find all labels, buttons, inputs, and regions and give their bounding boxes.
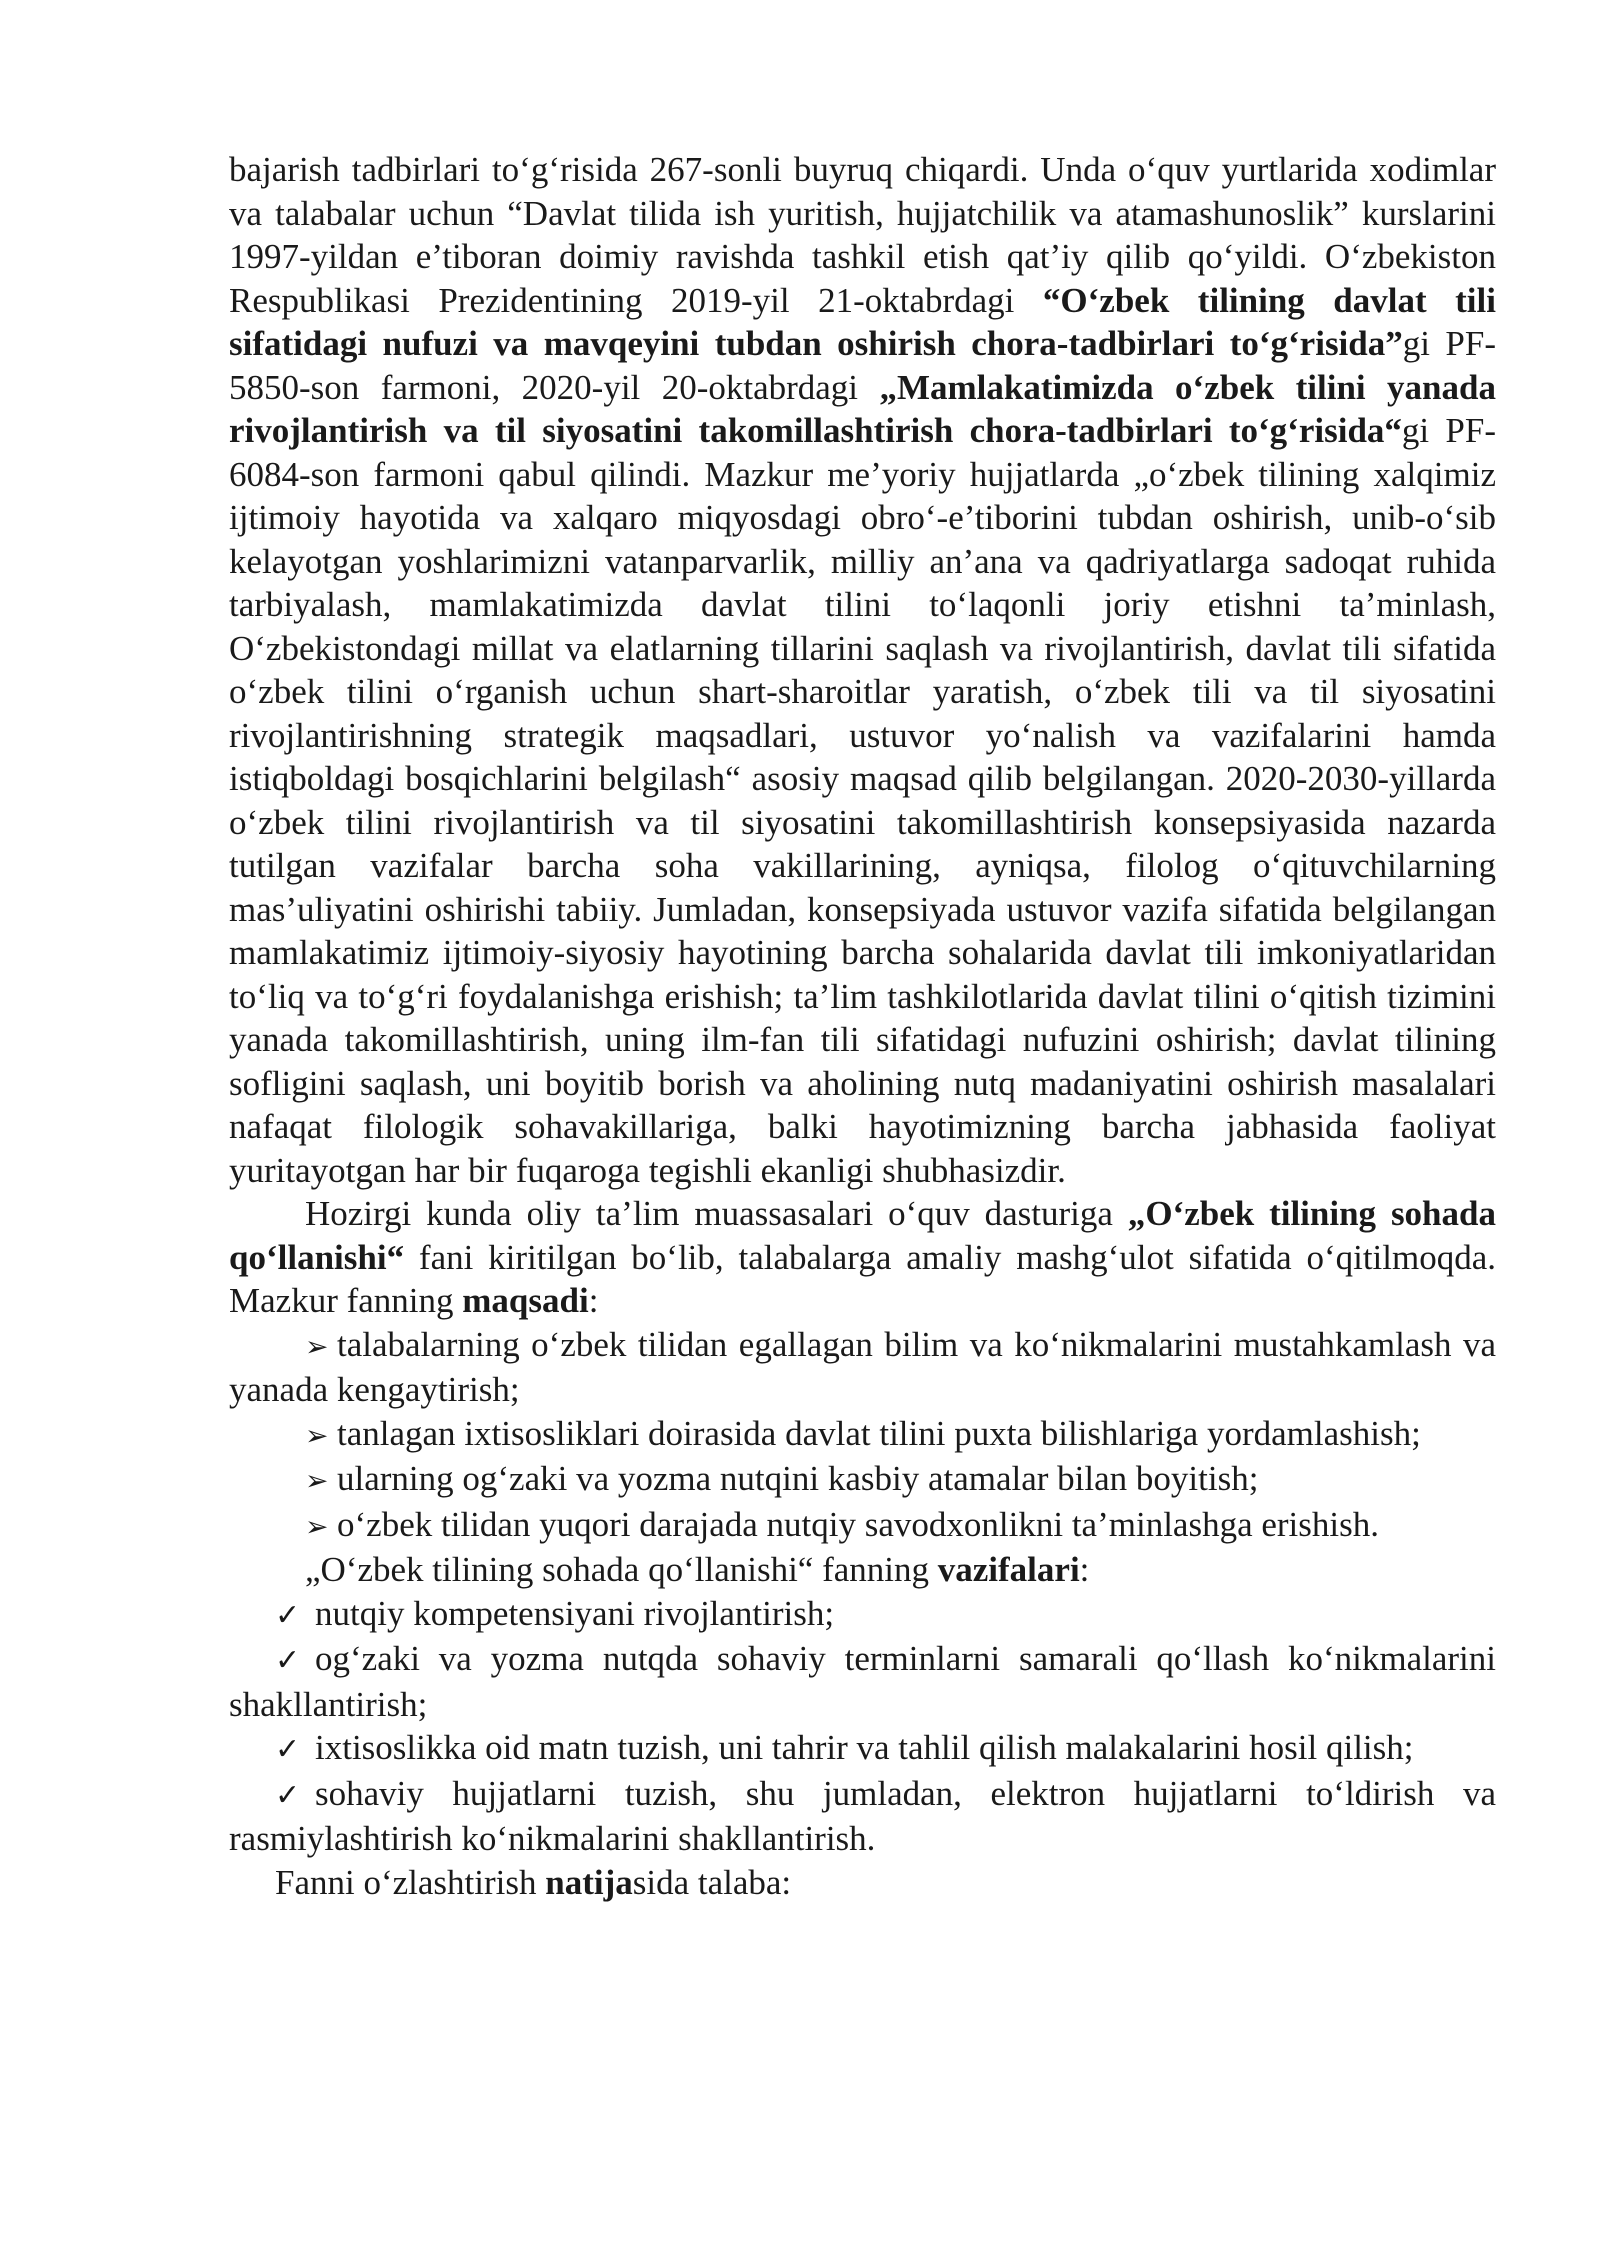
task-item <box>229 1637 1496 1726</box>
task-text: sohaviy hujjatlarni tuzish, shu jumladan, elektron hujjatlarni to‘ldirish va rasmiylashtirish ko‘nikmalarini shakllantirish. <box>229 1773 1496 1858</box>
decree-title-6084: „Mamlakatimizda o‘zbek tilini yanada rivojlantirish va til siyosatini takomillashtirish chora-tadbirlari to‘g‘risida“ <box>229 367 1496 450</box>
goal-item <box>229 1323 1496 1412</box>
task-item <box>229 1772 1496 1861</box>
checkmark-icon: ✓ <box>275 1597 301 1633</box>
paragraph-course-intro <box>229 1192 1496 1323</box>
paragraph-tasks-intro <box>229 1548 1496 1592</box>
task-text: nutqiy kompetensiyani rivojlantirish; <box>315 1593 835 1633</box>
text-run: „O‘zbek tilining sohada qo‘llanishi“ fanning <box>305 1550 938 1589</box>
text-run: Hozirgi kunda oliy ta’lim muassasalari o‘quv dasturiga <box>305 1194 1128 1233</box>
arrow-bullet-icon: ➢ <box>305 1418 329 1452</box>
task-text: ixtisoslikka oid matn tuzish, uni tahrir va tahlil qilish malakalarini hosil qilish; <box>315 1728 1414 1767</box>
text-run: gi PF-6084-son farmoni qabul qilindi. Mazkur me’yoriy hujjatlarda „o‘zbek tilining xalqimiz ijtimoiy hayotida va xalqaro miqyosdagi obro‘-e’tiborini tubdan oshirish, unib-o‘sib kelayotgan yoshlarimizni vatanparvarlik, milliy an’ana va qadriyatlarga sadoqat ruhida tarbiyalash, mamlakatimizda davlat tilini to‘laqonli joriy etishni ta’minlash, O‘zbekistondagi millat va elatlarning tillarini saqlash va rivojlantirish, davlat tili sifatida o‘zbek tilini o‘rganish uchun shart-sharoitlar yaratish, o‘zbek tili va til siyosatini rivojlantirishning strategik maqsadlari, ustuvor yo‘nalish va vazifalarini hamda istiqboldagi bosqichlarini belgilash“ asosiy maqsad qilib belgilangan. 2020-2030-yillarda o‘zbek tilini rivojlantirish va til siyosatini takomillashtirish konsepsiyasida nazarda tutilgan vazifalar barcha soha vakillarining, ayniqsa, filolog o‘qituvchilarning mas’uliyatini oshirishi tabiiy. Jumladan, konsepsiyada ustuvor vazifa sifatida belgilangan mamlakatimiz ijtimoiy-siyosiy hayotining barcha sohalarida davlat tili imkoniyatlaridan to‘liq va to‘g‘ri foydalanishga erishish; ta’lim tashkilotlarida davlat tilini o‘qitish tizimini yanada takomillashtirish, uning ilm-fan tili sifatidagi nufuzini oshirish; davlat tilining sofligini saqlash, uni boyitib borish va aholining nutq madaniyatini oshirish masalalari nafaqat filologik sohavakillariga, balki hayotimizning barcha jabhasida faoliyat yuritayotgan har bir fuqaroga tegishli ekanligi shubhasizdir. <box>229 411 1497 1190</box>
paragraph-results-intro <box>229 1861 1496 1905</box>
task-item <box>229 1726 1496 1772</box>
task-item <box>229 1592 1496 1638</box>
goal-item <box>229 1457 1496 1503</box>
decree-title-5850: “O‘zbek tilining davlat tili sifatidagi nufuzi va mavqeyini tubdan oshirish chora-tadbirlari to‘g‘risida” <box>229 280 1496 363</box>
results-keyword: natija <box>545 1862 633 1902</box>
arrow-bullet-icon: ➢ <box>305 1509 329 1543</box>
text-run: : <box>1079 1550 1090 1589</box>
course-title: „O‘zbek tilining sohada qo‘llanishi“ <box>229 1194 1496 1277</box>
checkmark-icon: ✓ <box>275 1643 301 1678</box>
text-run: bajarish tadbirlari to‘g‘risida 267-sonli buyruq chiqardi. Unda o‘quv yurtlarida xodimlar va talabalar uchun “Davlat tilida ish yuritish, hujjatchilik va atamashunoslik” kurslarini 1997-yildan e’tiboran doimiy ravishda tashkil etish qat’iy qilib qo‘yildi. O‘zbekiston Respublikasi Prezidentining 2019-yil 21-oktabrdagi <box>229 150 1496 320</box>
checkmark-icon: ✓ <box>275 1777 301 1813</box>
goal-text: tanlagan ixtisosliklari doirasida davlat tilini puxta bilishlariga yordamlashish; <box>337 1413 1421 1453</box>
goal-text: o‘zbek tilidan yuqori darajada nutqiy savodxonlikni ta’minlashga erishish. <box>337 1504 1379 1544</box>
text-run: gi PF-5850-son farmoni, 2020-yil 20-oktabrdagi <box>229 324 1496 407</box>
checkmark-icon: ✓ <box>275 1732 301 1767</box>
goal-item <box>229 1503 1496 1549</box>
tasks-keyword: vazifalari <box>937 1550 1080 1589</box>
arrow-bullet-icon: ➢ <box>305 1329 329 1363</box>
text-run: : <box>588 1281 599 1320</box>
text-run: sida talaba: <box>632 1862 792 1902</box>
paragraph-decrees <box>229 148 1496 1192</box>
goal-keyword: maqsadi <box>462 1281 589 1320</box>
document-page <box>229 148 1496 1904</box>
goal-text: ularning og‘zaki va yozma nutqini kasbiy atamalar bilan boyitish; <box>337 1459 1259 1498</box>
text-run: Fanni o‘zlashtirish <box>275 1862 546 1902</box>
text-run: fani kiritilgan bo‘lib, talabalarga amaliy mashg‘ulot sifatida o‘qitilmoqda. Mazkur fanning <box>229 1237 1496 1320</box>
goal-text: talabalarning o‘zbek tilidan egallagan bilim va ko‘nikmalarini mustahkamlash va yanada kengaytirish; <box>229 1324 1496 1409</box>
task-text: og‘zaki va yozma nutqda sohaviy terminlarni samarali qo‘llash ko‘nikmalarini shakllantirish; <box>229 1639 1496 1724</box>
goal-item <box>229 1412 1496 1458</box>
arrow-bullet-icon: ➢ <box>305 1464 329 1497</box>
